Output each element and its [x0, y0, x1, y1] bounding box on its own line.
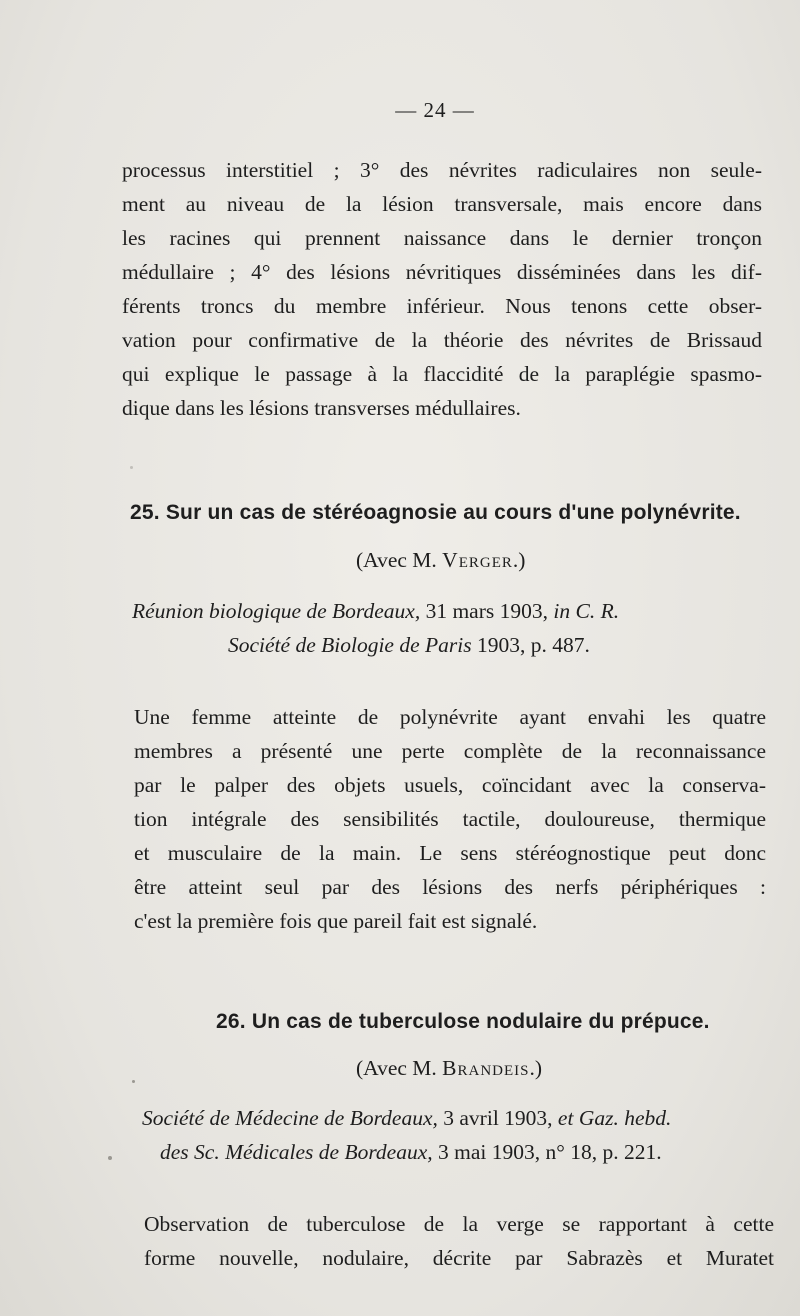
ref-page: 3 mai 1903, n° 18, p. 221.	[432, 1140, 662, 1164]
text-line: c'est la première fois que pareil fait est signalé.	[134, 909, 538, 933]
text-line: forme nouvelle, nodulaire, décrite par Sabrazès et Muratet	[144, 1246, 774, 1270]
text-line: vation pour confirmative de la théorie des névrites de Brissaud	[122, 328, 762, 352]
text-line: férents troncs du membre inférieur. Nous tenons cette obser-	[122, 294, 762, 318]
section-25-reference-line-2	[228, 628, 590, 662]
ref-source: et Gaz. hebd.	[557, 1106, 672, 1130]
coauthor-prefix: (Avec M.	[356, 548, 443, 572]
coauthor-name: Brandeis	[442, 1056, 530, 1080]
coauthor-prefix: (Avec M.	[356, 1056, 443, 1080]
text-line: membres a présenté une perte complète de la reconnaissance	[134, 739, 766, 763]
ref-date: 31 mars 1903,	[420, 599, 554, 623]
intro-paragraph	[122, 153, 762, 425]
section-25-title: Sur un cas de stéréoagnosie au cours d'une polynévrite.	[165, 501, 741, 524]
text-line: qui explique le passage à la flaccidité de la paraplégie spasmo-	[122, 362, 762, 386]
scan-speck	[132, 1080, 135, 1083]
section-26-coauthor	[356, 1056, 542, 1081]
text-line: médullaire ; 4° des lésions névritiques disséminées dans les dif-	[122, 260, 762, 284]
text-line: les racines qui prennent naissance dans le dernier tronçon	[122, 226, 762, 250]
section-26-number: 26.	[216, 1010, 246, 1033]
section-25-abstract	[134, 700, 766, 938]
coauthor-name: Verger	[442, 548, 513, 572]
text-line: processus interstitiel ; 3° des névrites radiculaires non seule-	[122, 158, 762, 182]
ref-venue-cont: des Sc. Médicales de Bordeaux,	[160, 1140, 433, 1164]
section-26-title: Un cas de tuberculose nodulaire du prépuce.	[251, 1010, 710, 1033]
section-25-reference-line-1	[132, 594, 619, 628]
text-line: Une femme atteinte de polynévrite ayant envahi les quatre	[134, 705, 766, 729]
ref-page: 1903, p. 487.	[471, 633, 590, 657]
page-number: — 24 —	[395, 98, 475, 122]
text-line: tion intégrale des sensibilités tactile, douloureuse, thermique	[134, 807, 766, 831]
text-line: et musculaire de la main. Le sens stéréognostique peut donc	[134, 841, 766, 865]
section-26-abstract	[144, 1207, 774, 1275]
ref-source: in C. R.	[553, 599, 620, 623]
section-26-reference-line-2	[160, 1135, 662, 1169]
scan-speck	[108, 1156, 112, 1160]
text-line: par le palper des objets usuels, coïncidant avec la conserva-	[134, 773, 766, 797]
ref-venue: Société de Médecine de Bordeaux,	[142, 1106, 438, 1130]
text-line: Observation de tuberculose de la verge se rapportant à cette	[144, 1212, 774, 1236]
section-26-reference-line-1	[142, 1101, 671, 1135]
section-25-coauthor	[356, 548, 525, 573]
coauthor-suffix: .)	[512, 548, 526, 572]
text-line: être atteint seul par des lésions des nerfs périphériques :	[134, 875, 766, 899]
section-26-heading	[216, 1010, 710, 1034]
section-25-heading	[130, 501, 741, 525]
ref-date: 3 avril 1903,	[437, 1106, 558, 1130]
ref-venue: Réunion biologique de Bordeaux,	[132, 599, 421, 623]
text-line: ment au niveau de la lésion transversale, mais encore dans	[122, 192, 762, 216]
section-25-number: 25.	[130, 501, 160, 524]
ref-venue-cont: Société de Biologie de Paris	[228, 633, 472, 657]
coauthor-suffix: .)	[529, 1056, 543, 1080]
scan-speck	[130, 466, 133, 469]
text-line: dique dans les lésions transverses médullaires.	[122, 396, 521, 420]
